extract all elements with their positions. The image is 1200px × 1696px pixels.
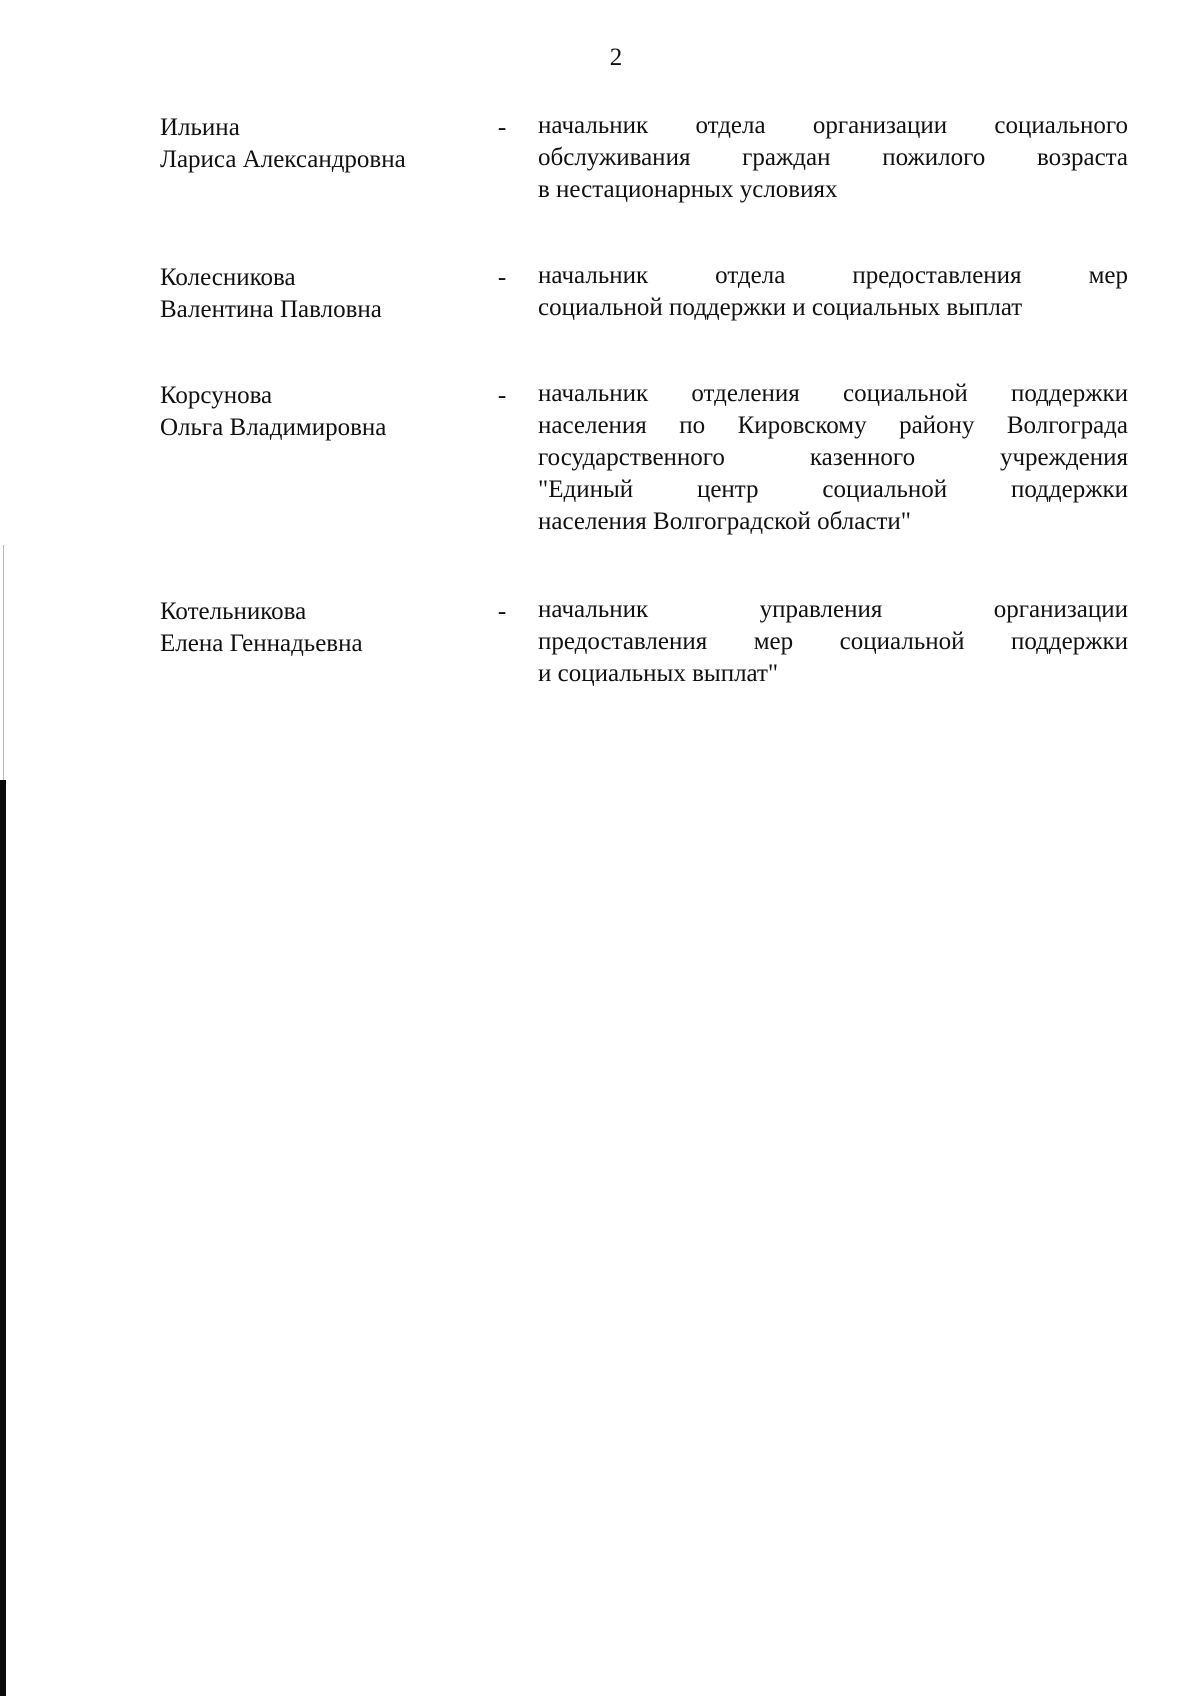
- surname: Колесникова: [160, 264, 296, 291]
- position-description: [538, 378, 1128, 538]
- given-names: Валентина Павловна: [160, 296, 382, 323]
- position-line: в нестационарных условиях: [538, 176, 838, 203]
- dash-separator: -: [497, 598, 507, 625]
- position-line: "Единый центр социальной поддержки: [538, 476, 1128, 503]
- page-number: 2: [609, 44, 623, 71]
- surname: Ильина: [160, 114, 240, 141]
- given-names: Елена Геннадьевна: [160, 630, 363, 657]
- person-name: [160, 596, 480, 660]
- position-line: начальник отдела предоставления мер: [538, 262, 1128, 289]
- position-line: предоставления мер социальной поддержки: [538, 628, 1128, 655]
- scan-binding-edge: [0, 780, 6, 1696]
- dash-separator: -: [497, 264, 507, 291]
- given-names: Лариса Александровна: [160, 146, 406, 173]
- position-description: [538, 110, 1128, 206]
- scan-shadow-edge: [3, 545, 4, 780]
- dash-separator: -: [497, 382, 507, 409]
- position-line: обслуживания граждан пожилого возраста: [538, 144, 1128, 171]
- position-description: [538, 260, 1128, 324]
- position-description: [538, 594, 1128, 690]
- given-names: Ольга Владимировна: [160, 414, 387, 441]
- position-line: населения Волгоградской области": [538, 508, 911, 535]
- position-line: начальник отдела организации социального: [538, 112, 1128, 139]
- position-line: государственного казенного учреждения: [538, 444, 1128, 471]
- person-name: [160, 112, 480, 176]
- person-name: [160, 262, 480, 326]
- position-line: и социальных выплат": [538, 660, 779, 687]
- position-line: населения по Кировскому району Волгограда: [538, 412, 1128, 439]
- dash-separator: -: [497, 114, 507, 141]
- person-name: [160, 380, 480, 444]
- position-line: начальник отделения социальной поддержки: [538, 380, 1128, 407]
- surname: Котельникова: [160, 598, 307, 625]
- position-line: начальник управления организации: [538, 596, 1128, 623]
- position-line: социальной поддержки и социальных выплат: [538, 294, 1023, 321]
- surname: Корсунова: [160, 382, 273, 409]
